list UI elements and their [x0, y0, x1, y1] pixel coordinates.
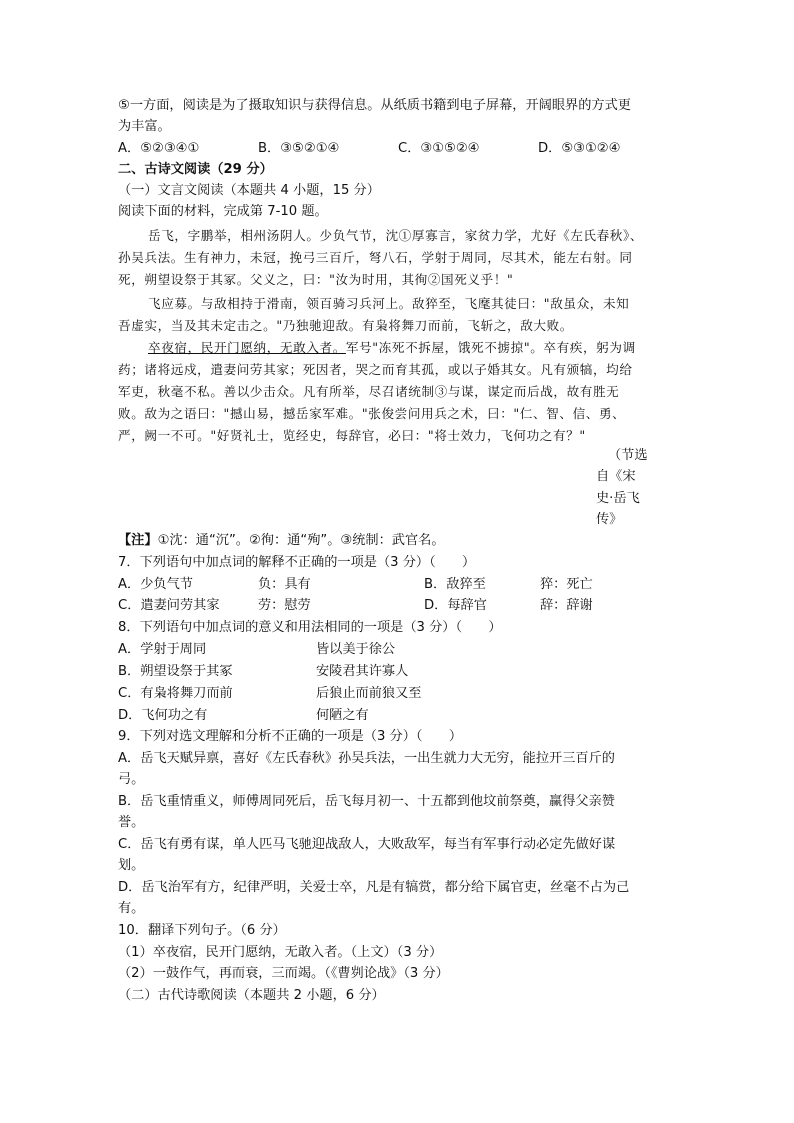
q10-sentence-1: （1）卒夜宿，民开门愿纳，无敢入者。（上文）（3 分） [118, 945, 443, 960]
choice-d: D．⑤③①②④ [538, 141, 621, 156]
q8-d-right: 何陋之有 [316, 708, 369, 723]
passage-line-10: 严，阙一不可。"好贤礼士，览经史，每辞官，必曰："将士效力，飞何功之有？" [118, 428, 586, 443]
note-label: 【注】 [118, 533, 158, 548]
q7-a-gloss: 负：具有 [258, 577, 311, 592]
q8-b-left: B．朔望设祭于其冢 [118, 664, 233, 679]
q7-c-gloss: 劳：慰劳 [258, 598, 311, 613]
choice-b: B．③⑤②①④ [258, 141, 340, 156]
q8-c-right: 后狼止而前狼又至 [316, 686, 422, 701]
subsection-title: （一）文言文阅读（本题共 4 小题，15 分） [118, 183, 380, 198]
passage-line-1: 岳飞，字鹏举，相州汤阴人。少负气节，沈①厚寡言，家贫力学，尤好《左氏春秋》、 [148, 228, 644, 243]
q7-d-gloss: 辞：辞谢 [540, 598, 593, 613]
q9-d-line-2: 有。 [118, 901, 145, 916]
instruction: 阅读下面的材料，完成第 7-10 题。 [118, 204, 328, 219]
q8-b-right: 安陵君其许寡人 [316, 664, 409, 679]
q9-c-line-2: 划。 [118, 858, 145, 873]
q9-a-line-1: A．岳飞天赋异禀，喜好《左氏春秋》孙吴兵法，一出生就力大无穷，能拉开三百斤的 [118, 751, 615, 766]
passage-line-8: 军吏，秋毫不私。善以少击众。凡有所举，尽召诸统制③与谋，谋定而后战，故有胜无 [118, 384, 620, 399]
q7-c-phrase: C．遣妻问劳其家 [118, 598, 220, 613]
passage-line-6-rest: 军号"冻死不拆屋，饿死不掳掠"。卒有疾，躬为调 [345, 340, 636, 355]
source-line-4: 传》 [596, 512, 623, 527]
q8-stem: 8．下列语句中加点词的意义和用法相同的一项是（3 分）（ ） [118, 620, 502, 635]
q7-b-gloss: 猝：死亡 [540, 577, 593, 592]
choice-a: A．⑤②③④① [118, 141, 200, 156]
q8-d-left: D．飞何功之有 [118, 708, 208, 723]
q8-a-left: A．学射于周同 [118, 642, 207, 657]
passage-line-4: 飞应募。与敌相持于滑南，领百骑习兵河上。敌猝至，飞麾其徒曰："敌虽众，未知 [148, 296, 630, 311]
q8-c-left: C．有枭将舞刀而前 [118, 686, 233, 701]
q9-b-line-1: B．岳飞重情重义，师傅周同死后，岳飞每月初一、十五都到他坟前祭奠，赢得父亲赞 [118, 794, 615, 809]
q10-stem: 10．翻译下列句子。（6 分） [118, 923, 286, 938]
passage-line-7: 药；诸将远戍，遣妻问劳其家；死因者，哭之而育其孤，或以子婚其女。凡有颁犒，均给 [118, 362, 633, 377]
passage-line-9: 败。敌为之语曰："撼山易，撼岳家军难。"张俊尝问用兵之术，曰："仁、智、信、勇、 [118, 406, 626, 421]
q9-a-line-2: 弓。 [118, 772, 145, 787]
note [118, 531, 445, 551]
underlined-sentence: 卒夜宿，民开门愿纳，无敢入者。 [148, 340, 346, 355]
q7-stem: 7．下列语句中加点词的解释不正确的一项是（3 分）（ ） [118, 555, 476, 570]
q9-b-line-2: 誉。 [118, 815, 145, 830]
source-line-3: 史·岳飞 [596, 491, 640, 506]
source-line-1: （节选 [608, 448, 648, 463]
passage-line-6 [148, 338, 636, 358]
q10-sentence-2: （2）一鼓作气，再而衰，三而竭。（《曹刿论战》（3 分） [118, 966, 449, 981]
q9-stem: 9．下列对选文理解和分析不正确的一项是（3 分）（ ） [118, 729, 463, 744]
passage-line-2: 孙吴兵法。生有神力，未冠，挽弓三百斤，弩八石，学射于周同，尽其术，能左右射。同 [118, 250, 633, 265]
intro-line-1: ⑤一方面，阅读是为了摄取知识与获得信息。从纸质书籍到电子屏幕，开阔眼界的方式更 [118, 98, 631, 113]
passage-line-5: 吾虚实，当及其未定击之。"乃独驰迎敌。有枭将舞刀而前，飞斩之，敌大败。 [118, 318, 573, 333]
q7-a-phrase: A．少负气节 [118, 577, 193, 592]
q7-b-phrase: B．敌猝至 [424, 577, 486, 592]
source-line-2: 自《宋 [596, 469, 636, 484]
q9-d-line-1: D．岳飞治军有方，纪律严明，关爱士卒，凡是有犒赏，都分给下属官吏，丝毫不占为己 [118, 880, 630, 895]
passage-line-3: 死，朔望设祭于其冢。父义之，曰："汝为时用，其徇②国死义乎！" [118, 272, 514, 287]
q9-c-line-1: C．岳飞有勇有谋，单人匹马飞驰迎战敌人，大败敌军，每当有军事行动必定先做好谋 [118, 837, 616, 852]
intro-line-2: 为丰富。 [118, 119, 171, 134]
note-text: ①沈：通“沉”。②徇：通“殉”。③统制：武官名。 [157, 533, 445, 548]
choice-c: C．③①⑤②④ [398, 141, 480, 156]
q7-d-phrase: D．每辞官 [424, 598, 487, 613]
section-title: 二、古诗文阅读（29 分） [118, 162, 273, 177]
subsection-poetry-title: （二）古代诗歌阅读（本题共 2 小题，6 分） [118, 988, 385, 1003]
q8-a-right: 皆以美于徐公 [316, 642, 396, 657]
